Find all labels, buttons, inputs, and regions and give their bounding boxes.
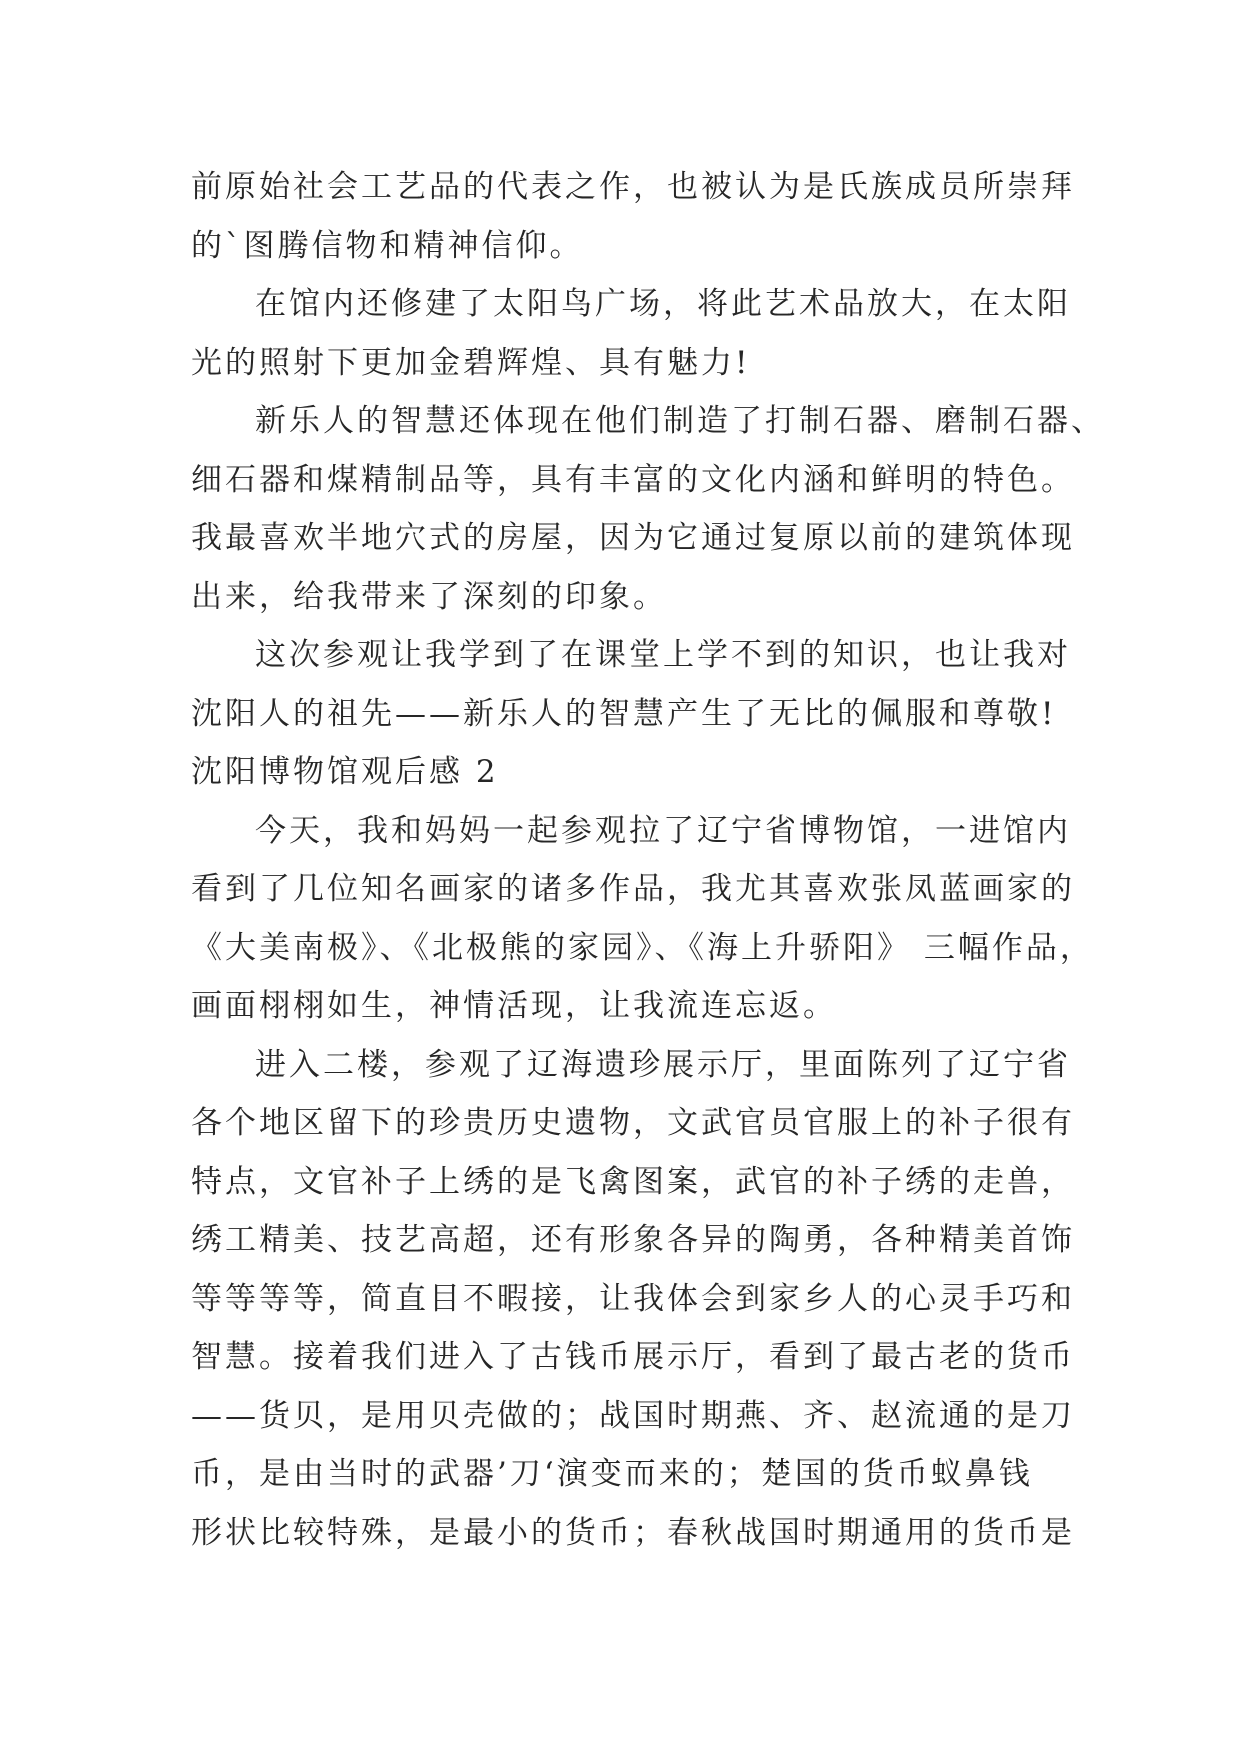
- text-line: 进入二楼，参观了辽海遗珍展示厅，里面陈列了辽宁省: [255, 1046, 1071, 1083]
- text-line: 形状比较特殊，是最小的货币；春秋战国时期通用的货币是: [191, 1514, 1075, 1551]
- text-line: 看到了几位知名画家的诸多作品，我尤其喜欢张凤蓝画家的: [191, 871, 1075, 907]
- text-line: 今天，我和妈妈一起参观拉了辽宁省博物馆，一进馆内: [255, 812, 1071, 849]
- text-line: 智慧。接着我们进入了古钱币展示厅，看到了最古老的货币: [191, 1339, 1075, 1375]
- text-line: 这次参观让我学到了在课堂上学不到的知识，也让我对: [255, 637, 1071, 673]
- text-line: 的`图腾信物和精神信仰。: [191, 227, 584, 264]
- text-line: 细石器和煤精制品等，具有丰富的文化内涵和鲜明的特色。: [191, 461, 1075, 498]
- text-line: 我最喜欢半地穴式的房屋，因为它通过复原以前的建筑体现: [191, 520, 1075, 556]
- text-line: 画面栩栩如生，神情活现，让我流连忘返。: [191, 988, 837, 1024]
- text-line: 出来，给我带来了深刻的印象。: [191, 578, 667, 615]
- text-line: 前原始社会工艺品的代表之作，也被认为是氏族成员所崇拜: [191, 169, 1075, 205]
- text-line: 各个地区留下的珍贵历史遗物，文武官员官服上的补子很有: [191, 1105, 1075, 1141]
- text-line: 币，是由当时的武器’刀‘演变而来的；楚国的货币蚁鼻钱: [191, 1456, 1033, 1492]
- text-line: 光的照射下更加金碧辉煌、具有魅力!: [191, 344, 751, 381]
- section-heading: 沈阳博物馆观后感 2: [191, 754, 499, 790]
- text-line: 《大美南极》、《北极熊的家园》、《海上升骄阳》 三幅作品，: [191, 929, 1094, 966]
- text-line: 在馆内还修建了太阳鸟广场，将此艺术品放大，在太阳: [255, 286, 1071, 322]
- text-line: 绣工精美、技艺高超，还有形象各异的陶勇，各种精美首饰: [191, 1222, 1075, 1258]
- text-line: ——货贝，是用贝壳做的；战国时期燕、齐、赵流通的是刀: [191, 1397, 1075, 1434]
- document-body: [191, 158, 1105, 1562]
- text-line: 特点，文官补子上绣的是飞禽图案，武官的补子绣的走兽，: [191, 1163, 1075, 1200]
- text-line: 沈阳人的祖先——新乐人的智慧产生了无比的佩服和尊敬!: [191, 695, 1057, 732]
- text-line: 等等等等，简直目不暇接，让我体会到家乡人的心灵手巧和: [191, 1280, 1075, 1317]
- text-line: 新乐人的智慧还体现在他们制造了打制石器、磨制石器、: [255, 403, 1105, 439]
